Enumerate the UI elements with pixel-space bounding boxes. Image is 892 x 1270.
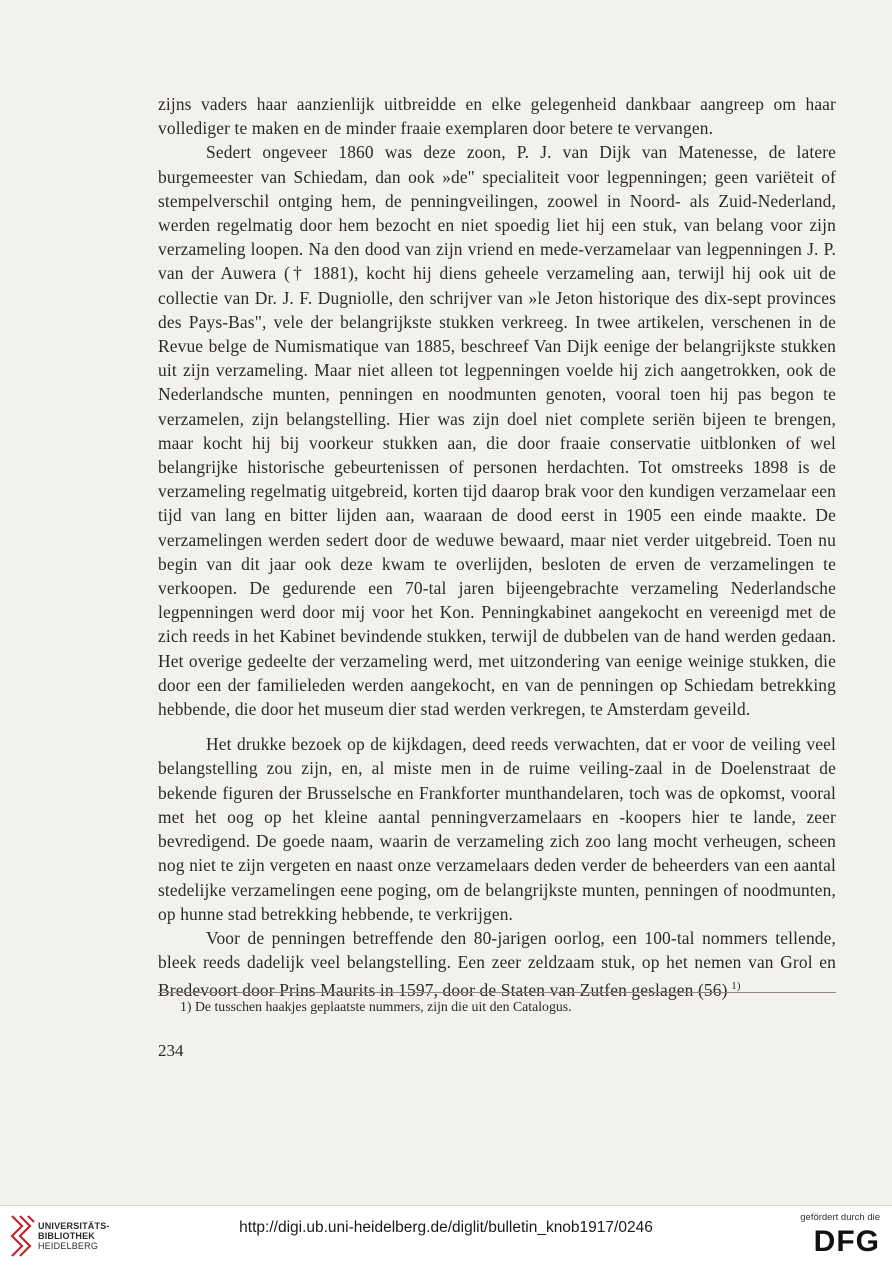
footer-bar bbox=[0, 1205, 892, 1270]
paragraph-2: Sedert ongeveer 1860 was deze zoon, P. J. van Dijk van Matenesse, de latere burgemeester van Schiedam, dan ook »de" specialiteit voor legpenningen; geen variëteit of stempelverschil ontging hem, de penningveilingen, zoowel in Noord- als Zuid-Nederland, werden regelmatig door hem bezocht en niet spoedig liet hij een stuk, van belang voor zijn verzameling loopen. Na den dood van zijn vriend en mede-verzamelaar van legpenningen J. P. van der Auwera († 1881), kocht hij diens geheele verzameling aan, terwijl hij ook uit de collectie van Dr. J. F. Dugniolle, den schrijver van »le Jeton historique des dix-sept provinces des Pays-Bas", vele der belangrijkste stukken verkreeg. In twee artikelen, verschenen in de Revue belge de Numismatique van 1885, beschreef Van Dijk eenige der belangrijkste stukken uit zijn verzameling. Maar niet alleen tot legpenningen voelde hij zich aangetrokken, ook de Nederlandsche munten, penningen en noodmunten genoten, vooral toen hij pas begon te verzamelen, zijn belangstelling. Hier was zijn doel niet complete seriën bijeen te brengen, maar kocht hij bij voorkeur stukken aan, die door fraaie conservatie uitblonken of wel belangrijke historische gebeurtenissen of personen herdachten. Tot omstreeks 1898 is de verzameling regelmatig uitgebreid, korten tijd daarop brak voor den kundigen verzamelaar een tijd van lang en bitter lijden aan, waaraan de dood eerst in 1905 een einde maakte. De verzamelingen werden sedert door de weduwe bewaard, maar niet verder uitgebreid. Toen nu begin van dit jaar ook deze kwam te overlijden, besloten de erven de verzamelingen te verkoopen. De gedurende een 70-tal jaren bijeengebrachte verzameling Nederlandsche legpenningen werd door mij voor het Kon. Penningkabinet aangekocht en vereenigd met de zich reeds in het Kabinet bevindende stukken, terwijl de dubbelen van de hand werden gedaan. Het overige gedeelte der verzameling werd, met uitzondering van eenige weinige stukken, die door een der familieleden werden aangekocht, en van de penningen op Schiedam betrekking hebbende, die door het museum dier stad werden verkregen, te Amsterdam geveild. bbox=[158, 142, 836, 720]
paragraph-3: Het drukke bezoek op de kijkdagen, deed reeds verwachten, dat er voor de veiling veel belangstelling zou zijn, en, al miste men in de ruime veiling-zaal in de Doelenstraat de bekende figuren der Brusselsche en Frankforter munthandelaren, toch was de opkomst, vooral met het oog op het kleine aantal penningverzamelaars en -koopers hier te lande, zeer bevredigend. De goede naam, waarin de verzameling zich zoo lang mocht verheugen, scheen nog niet te zijn vergeten en naast onze verzamelaars deden verder de beheerders van een aantal stedelijke verzamelingen eene poging, om de belangrijkste munten, penningen of noodmunten, op hunne stad betrekking hebbende, te verkrijgen. bbox=[158, 734, 836, 924]
paragraph-1: zijns vaders haar aanzienlijk uitbreidde en elke gelegenheid dankbaar aangreep om haar vollediger te maken en de minder fraaie exemplaren door betere te vervangen. bbox=[158, 94, 836, 139]
dfg-logo[interactable] bbox=[780, 1212, 880, 1264]
paragraph-4-text: Voor de penningen betreffende den 80-jarigen oorlog, een 100-tal nommers tellende, bleek reeds dadelijk veel belangstelling. Een zeer zeldzaam stuk, op het nemen van Grol en Bredevoort door Prins Maurits in 1597, door de Staten van Zutfen geslagen (56) bbox=[158, 927, 836, 1001]
paragraph-4 bbox=[158, 926, 836, 1002]
page-number: 234 bbox=[158, 1041, 184, 1060]
source-url[interactable]: http://digi.ub.uni-heidelberg.de/diglit/bulletin_knob1917/0246 bbox=[239, 1219, 653, 1236]
library-line-1: UNIVERSITÄTS- bbox=[38, 1221, 110, 1231]
body-text bbox=[158, 92, 836, 1002]
footnote-divider bbox=[158, 992, 836, 993]
library-line-3: HEIDELBERG bbox=[38, 1241, 99, 1251]
funded-label: gefördert durch die bbox=[800, 1212, 880, 1223]
footnote: 1) De tusschen haakjes geplaatste nummers, zijn die uit den Catalogus. bbox=[180, 999, 572, 1014]
library-line-2: BIBLIOTHEK bbox=[38, 1231, 95, 1241]
dfg-mark: DFG bbox=[813, 1225, 880, 1258]
footnote-ref[interactable]: 1) bbox=[731, 980, 741, 993]
